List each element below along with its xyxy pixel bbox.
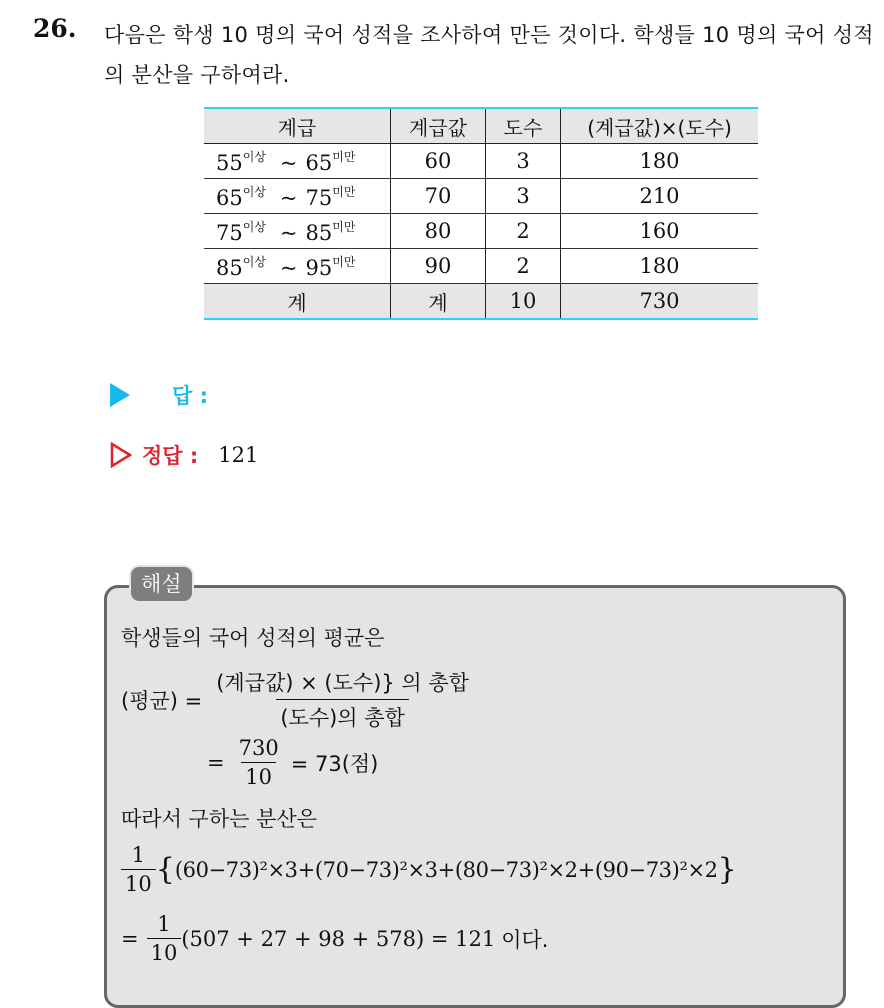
class-range: $75^{이상}$ ~ $85^{미만}$ (216, 219, 356, 245)
equals-sign: = (121, 926, 139, 951)
mean-lhs: (평균) = (121, 688, 203, 713)
product-cell: 160 (561, 214, 759, 249)
mean-formula (121, 667, 473, 732)
class-range: $55^{이상}$ ~ $65^{미만}$ (216, 149, 356, 175)
frequency-cell: 3 (486, 144, 561, 179)
header-class: 계급 (277, 115, 317, 140)
answer-label: 답 : (172, 384, 208, 408)
mean-calc-fraction (235, 736, 283, 789)
class-range: $85^{이상}$ ~ $95^{미만}$ (216, 254, 356, 280)
fraction-numerator: 1 (131, 843, 146, 867)
one-tenth-fraction (121, 843, 156, 896)
header-frequency: 도수 (486, 108, 561, 144)
frequency-cell: 2 (486, 214, 561, 249)
close-brace: } (717, 851, 737, 887)
product-cell: 180 (561, 144, 759, 179)
mean-denominator: (도수)의 총합 (276, 699, 409, 732)
header-product: (계급값)×(도수) (561, 108, 759, 144)
mean-calc-numerator: 730 (238, 736, 279, 760)
final-expression: (507 + 27 + 98 + 578) = 121 (181, 926, 496, 951)
solution-line-mean-intro: 학생들의 국어 성적의 평균은 (121, 626, 385, 650)
correct-answer-row (110, 440, 258, 470)
table-header-row (204, 108, 758, 144)
question-number: 26. (33, 14, 77, 43)
frequency-cell: 2 (486, 249, 561, 284)
mean-result: = 73(점) (290, 751, 379, 776)
fraction-denominator: 10 (147, 938, 182, 965)
answer-row (110, 380, 208, 410)
product-cell: 210 (561, 179, 759, 214)
mean-numerator: (계급값) × (도수)} 의 총합 (216, 671, 469, 695)
total-class-value: 계 (391, 284, 486, 320)
class-range: $65^{이상}$ ~ $75^{미만}$ (216, 184, 356, 210)
total-label: 계 (287, 290, 307, 315)
final-suffix: 이다. (501, 927, 549, 952)
solution-tab: 해설 (129, 565, 194, 603)
mean-calc (207, 736, 378, 789)
solid-triangle-icon (110, 383, 130, 407)
correct-answer-label: 정답 : (142, 444, 199, 468)
correct-answer-value: 121 (218, 443, 259, 467)
product-cell: 180 (561, 249, 759, 284)
question-text: 다음은 학생 10 명의 국어 성적을 조사하여 만든 것이다. 학생들 10 명의 국어 성적의 분산을 구하여라. (104, 23, 874, 87)
total-frequency: 10 (486, 284, 561, 320)
table-total-row (204, 284, 758, 320)
frequency-cell: 3 (486, 179, 561, 214)
fraction-denominator: 10 (121, 869, 156, 896)
variance-result (121, 912, 548, 965)
fraction-numerator: 1 (157, 912, 171, 936)
table-row (204, 214, 758, 249)
class-value-cell: 80 (391, 214, 486, 249)
solution-line-variance-intro: 따라서 구하는 분산은 (121, 807, 317, 831)
variance-formula (121, 843, 737, 896)
mean-fraction (212, 667, 473, 732)
frequency-table (204, 107, 758, 320)
open-brace: { (155, 851, 175, 887)
header-class-value: 계급값 (391, 108, 486, 144)
mean-calc-denominator: 10 (241, 762, 276, 789)
table-row (204, 249, 758, 284)
class-value-cell: 60 (391, 144, 486, 179)
class-value-cell: 70 (391, 179, 486, 214)
table-row (204, 144, 758, 179)
total-product: 730 (561, 284, 759, 320)
outline-triangle-icon (110, 442, 132, 468)
class-value-cell: 90 (391, 249, 486, 284)
one-tenth-fraction (147, 912, 182, 965)
table-row (204, 179, 758, 214)
equals-sign: = (207, 750, 225, 775)
variance-sum-terms: (60−73)²×3+(70−73)²×3+(80−73)²×2+(90−73)²×2 (174, 857, 718, 882)
